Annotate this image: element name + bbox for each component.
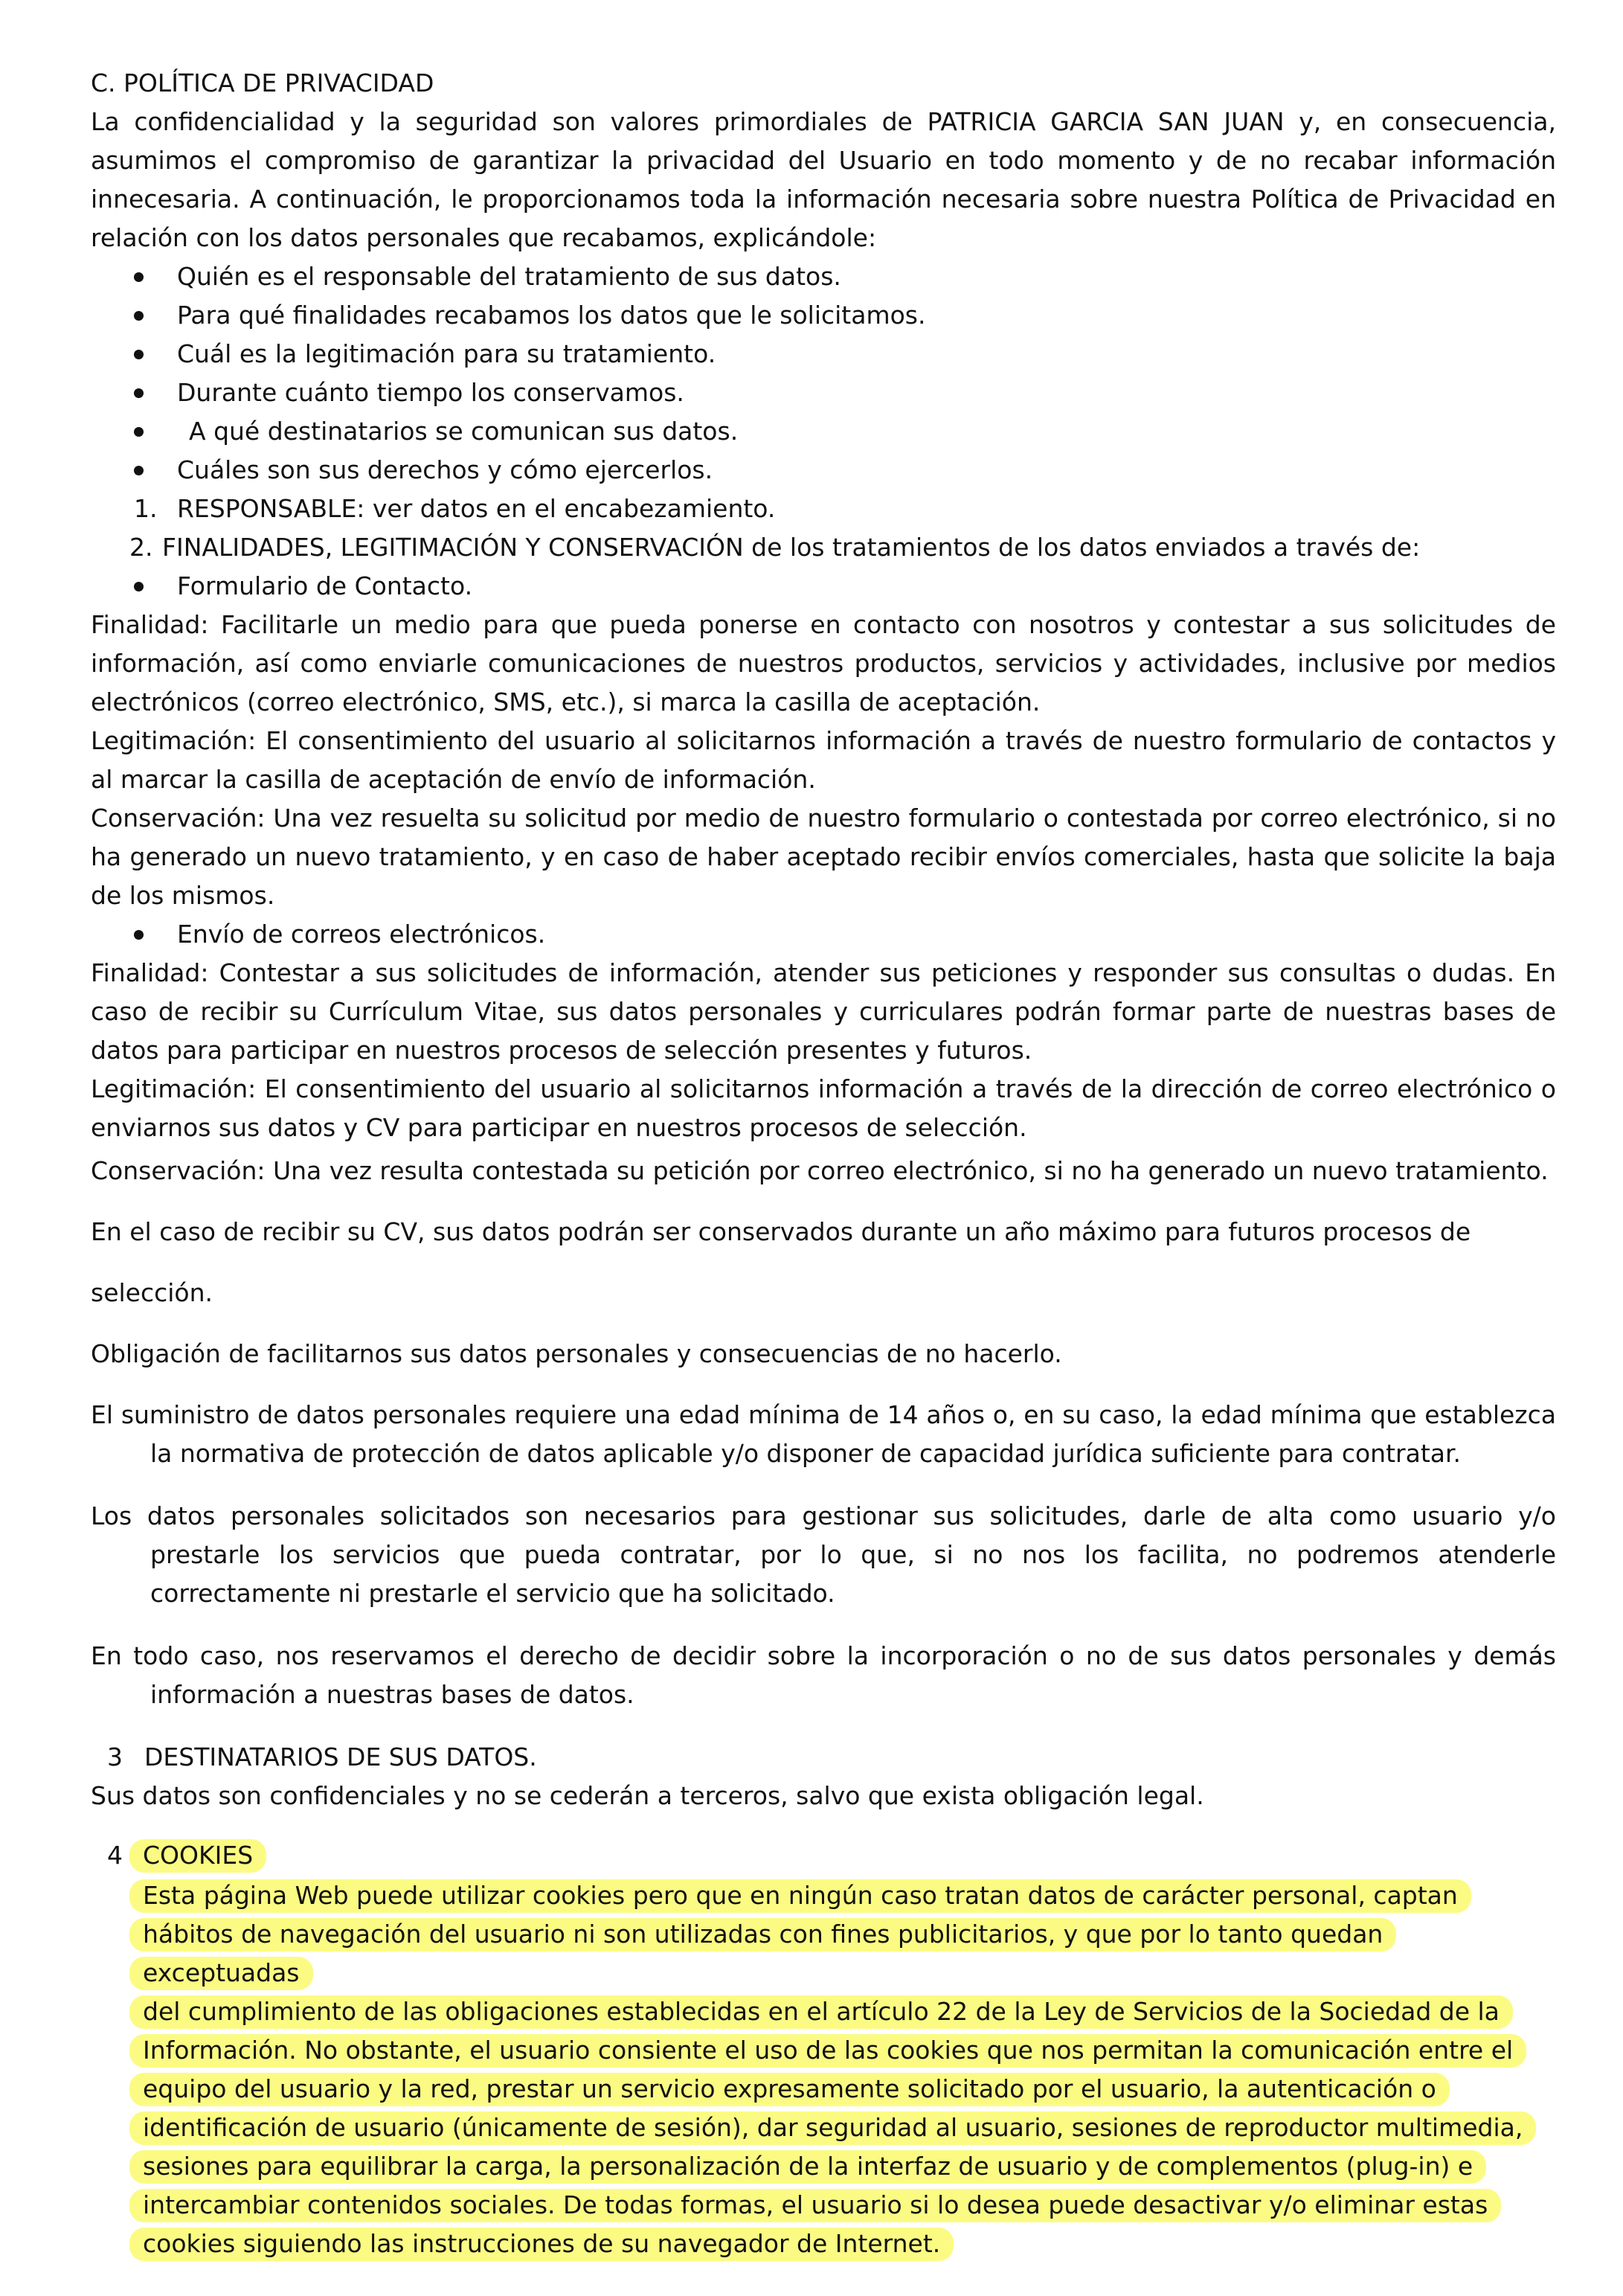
cookies-line: equipo del usuario y la red, prestar un servicio expresamente solicitado por el usuario, la autenticación o (91, 2070, 1556, 2109)
cookies-line: intercambiar contenidos sociales. De todas formas, el usuario si lo desea puede desactivar y/o eliminar estas (91, 2186, 1556, 2225)
numbered-item-finalidades (91, 528, 1556, 567)
edad-paragraph: El suministro de datos personales requiere una edad mínima de 14 años o, en su caso, la edad mínima que establezca la normativa de protección de datos aplicable y/o disponer de capacidad jurídica suficiente para contratar. (91, 1400, 1556, 1468)
item-text: DESTINATARIOS DE SUS DATOS. (144, 1742, 537, 1771)
reserva-paragraph: En todo caso, nos reservamos el derecho de decidir sobre la incorporación o no de sus datos personales y demás información a nuestras bases de datos. (91, 1641, 1556, 1709)
email-finalidad: Finalidad: Contestar a sus solicitudes de información, atender sus peticiones y responder sus consultas o dudas. En caso de recibir su Currículum Vitae, sus datos personales y curriculares podrán formar parte de nuestras bases de datos para participar en nuestros procesos de selección presentes y futuros. (91, 958, 1556, 1065)
form-legitimacion: Legitimación: El consentimiento del usuario al solicitarnos información a través de nuestro formulario de contactos y al marcar la casilla de aceptación de envío de información. (91, 726, 1556, 794)
obligacion-title: Obligación de facilitarnos sus datos personales y consecuencias de no hacerlo. (91, 1339, 1062, 1368)
numbered-item-responsable (91, 490, 1556, 528)
section-title: C. POLÍTICA DE PRIVACIDAD (91, 68, 434, 97)
cookies-line: cookies siguiendo las instrucciones de su navegador de Internet. (91, 2225, 1556, 2263)
destinatarios-text: Sus datos son confidenciales y no se cederán a terceros, salvo que exista obligación legal. (91, 1781, 1204, 1810)
cookies-line: del cumplimiento de las obligaciones establecidas en el artículo 22 de la Ley de Servicios de la Sociedad de la (91, 1992, 1556, 2031)
email-legitimacion: Legitimación: El consentimiento del usuario al solicitarnos información a través de la dirección de correo electrónico o enviarnos sus datos y CV para participar en nuestros procesos de selección. (91, 1074, 1556, 1142)
list-item: A qué destinatarios se comunican sus datos. (91, 412, 1556, 451)
cookies-line: sesiones para equilibrar la carga, la personalización de la interfaz de usuario y de complementos (plug-in) e (91, 2147, 1556, 2186)
email-conservacion: Conservación: Una vez resulta contestada su petición por correo electrónico, si no ha generado un nuevo tratamiento. (91, 1156, 1549, 1185)
list-item: Cuáles son sus derechos y cómo ejercerlos. (91, 451, 1556, 490)
explanation-list (91, 257, 1556, 490)
form-bullet-list (91, 567, 1556, 606)
list-item: Para qué finalidades recabamos los datos que le solicitamos. (91, 296, 1556, 335)
item-text: FINALIDADES, LEGITIMACIÓN Y CONSERVACIÓN de los tratamientos de los datos enviados a través de: (162, 533, 1421, 562)
cookies-line: Información. No obstante, el usuario consiente el uso de las cookies que nos permitan la comunicación entre el (91, 2031, 1556, 2070)
privacy-policy-document (91, 64, 1556, 2263)
numbered-item-destinatarios (91, 1738, 1556, 1777)
form-finalidad: Finalidad: Facilitarle un medio para que pueda ponerse en contacto con nosotros y contestar a sus solicitudes de información, así como enviarle comunicaciones de nuestros productos, servicios y actividades, inclusive por medios electrónicos (correo electrónico, SMS, etc.), si marca la casilla de aceptación. (91, 610, 1556, 716)
item-text: RESPONSABLE: ver datos en el encabezamiento. (177, 494, 776, 523)
form-conservacion: Conservación: Una vez resuelta su solicitud por medio de nuestro formulario o contestada por correo electrónico, si no ha generado un nuevo tratamiento, y en caso de haber aceptado recibir envíos comerciales, hasta que solicite la baja de los mismos. (91, 804, 1556, 910)
list-item: Formulario de Contacto. (91, 567, 1556, 606)
cv-paragraph-line: selección. (91, 1278, 213, 1307)
cookies-line: hábitos de navegación del usuario ni son utilizadas con fines publicitarios, y que por lo tanto quedan exceptuadas (91, 1915, 1556, 1992)
cv-paragraph-line: En el caso de recibir su CV, sus datos podrán ser conservados durante un año máximo para futuros procesos de (91, 1217, 1471, 1246)
list-item: Quién es el responsable del tratamiento de sus datos. (91, 257, 1556, 296)
cookies-highlighted-text (91, 1876, 1556, 2263)
item-number: 4 (107, 1841, 123, 1870)
list-item: Cuál es la legitimación para su tratamiento. (91, 335, 1556, 373)
cookies-line: Esta página Web puede utilizar cookies pero que en ningún caso tratan datos de carácter personal, captan (91, 1876, 1556, 1915)
item-number: 2. (129, 533, 153, 562)
cookies-line: identificación de usuario (únicamente de sesión), dar seguridad al usuario, sesiones de reproductor multimedia, (91, 2109, 1556, 2147)
list-item: Envío de correos electrónicos. (91, 915, 1556, 954)
numbered-item-cookies (91, 1836, 1556, 1875)
email-bullet-list (91, 915, 1556, 954)
cookies-heading-highlight: COOKIES (129, 1839, 266, 1873)
item-number: 3 (107, 1742, 123, 1771)
necesarios-paragraph: Los datos personales solicitados son necesarios para gestionar sus solicitudes, darle de alta como usuario y/o prestarle los servicios que pueda contratar, por lo que, si no nos los facilita, no podremos atenderle correctamente ni prestarle el servicio que ha solicitado. (91, 1501, 1556, 1608)
item-number: 1. (134, 494, 158, 523)
intro-paragraph: La confidencialidad y la seguridad son valores primordiales de PATRICIA GARCIA SAN JUAN y, en consecuencia, asumimos el compromiso de garantizar la privacidad del Usuario en todo momento y de no recabar información innecesaria. A continuación, le proporcionamos toda la información necesaria sobre nuestra Política de Privacidad en relación con los datos personales que recabamos, explicándole: (91, 107, 1556, 252)
list-item: Durante cuánto tiempo los conservamos. (91, 373, 1556, 412)
